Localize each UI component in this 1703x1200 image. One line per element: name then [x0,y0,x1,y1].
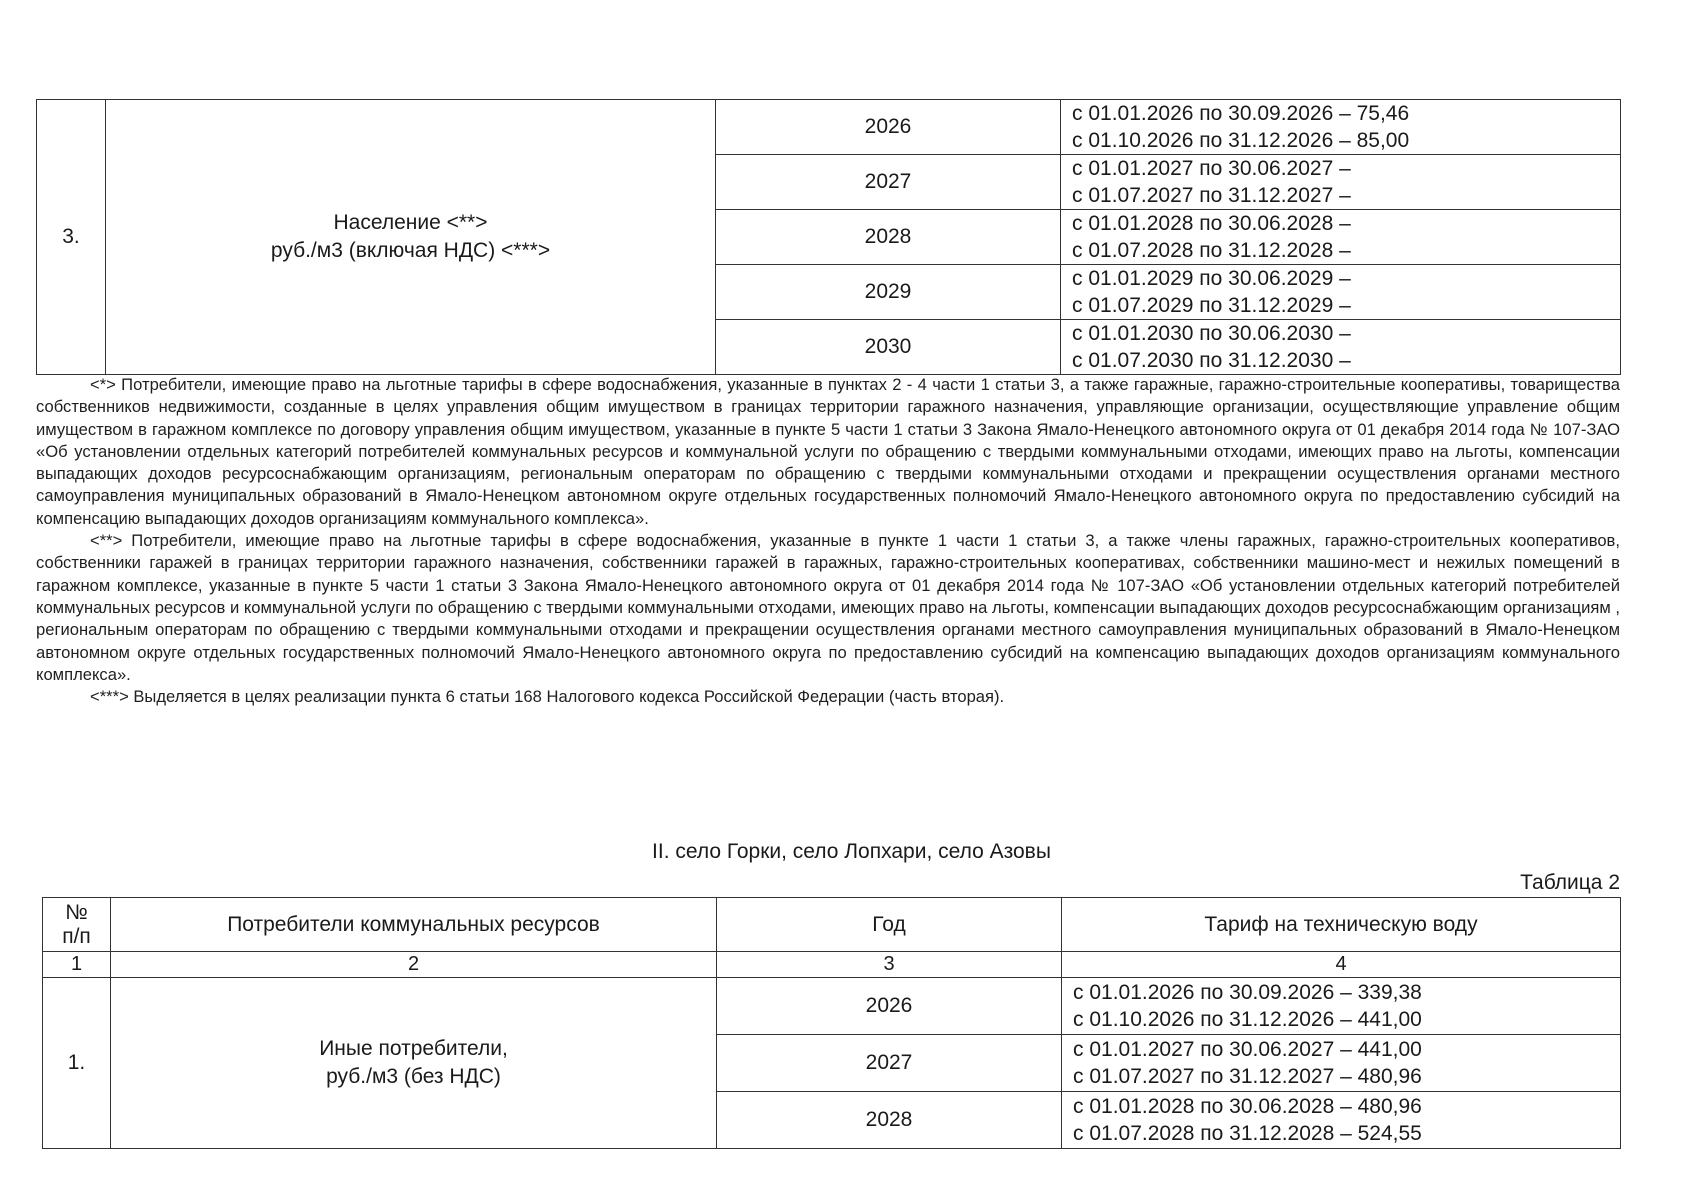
consumer-name: Иные потребители, [319,1037,508,1060]
year-cell: 2026 [716,100,1061,155]
table-header-row [43,898,1621,952]
row-number-cell: 3. [37,100,106,375]
tariff-cell [1061,320,1621,375]
header-year: Год [717,898,1062,952]
tariff-period: с 01.07.2028 по 31.12.2028 – [1072,239,1351,262]
tariff-cell [1062,1035,1621,1092]
consumer-cell [106,100,716,375]
tariff-cell [1061,155,1621,210]
tariff-table-1 [36,99,1621,375]
consumer-name: Население <**> [333,211,488,234]
tariff-period: с 01.01.2030 по 30.06.2030 – [1072,322,1351,345]
column-number: 1 [43,952,111,978]
tariff-period: с 01.01.2028 по 30.06.2028 – [1072,212,1351,235]
column-number: 4 [1062,952,1621,978]
year-cell: 2028 [716,210,1061,265]
tariff-period: с 01.01.2026 по 30.09.2026 – 75,46 [1072,102,1410,125]
column-number: 2 [111,952,717,978]
year-cell: 2028 [717,1092,1062,1149]
tariff-period: с 01.01.2027 по 30.06.2027 – [1072,157,1351,180]
consumer-unit: руб./м3 (без НДС) [326,1065,501,1088]
column-number: 3 [717,952,1062,978]
table-row [43,978,1621,1035]
tariff-period: с 01.01.2026 по 30.09.2026 – 339,38 [1073,981,1422,1004]
tariff-period: с 01.07.2027 по 31.12.2027 – [1072,184,1351,207]
footnote-3: <***> Выделяется в целях реализации пункта 6 статьи 168 Налогового кодекса Российской Федерации (часть вторая). [90,687,1005,707]
tariff-period: с 01.07.2029 по 31.12.2029 – [1072,294,1351,317]
tariff-period: с 01.10.2026 по 31.12.2026 – 441,00 [1073,1008,1422,1031]
row-number-cell: 1. [43,978,111,1149]
footnotes [36,374,1620,708]
year-cell: 2027 [716,155,1061,210]
tariff-period: с 01.10.2026 по 31.12.2026 – 85,00 [1072,129,1410,152]
year-cell: 2026 [717,978,1062,1035]
header-tariff: Тариф на техническую воду [1062,898,1621,952]
consumer-unit: руб./м3 (включая НДС) <***> [270,239,551,262]
header-number-symbol: № [65,900,88,924]
tariff-cell [1061,210,1621,265]
tariff-cell [1061,265,1621,320]
table-row [37,100,1621,155]
tariff-period: с 01.01.2029 по 30.06.2029 – [1072,267,1351,290]
column-number-row [43,952,1621,978]
year-cell: 2030 [716,320,1061,375]
tariff-cell [1062,1092,1621,1149]
section-title: II. село Горки, село Лопхари, село Азовы [652,840,1051,863]
tariff-table-2 [42,897,1621,1149]
year-cell: 2027 [717,1035,1062,1092]
table-label: Таблица 2 [1520,871,1620,894]
tariff-period: с 01.07.2028 по 31.12.2028 – 524,55 [1073,1122,1422,1145]
header-number-cell [43,898,111,952]
tariff-period: с 01.01.2028 по 30.06.2028 – 480,96 [1073,1095,1422,1118]
tariff-period: с 01.01.2027 по 30.06.2027 – 441,00 [1073,1038,1422,1061]
tariff-period: с 01.07.2030 по 31.12.2030 – [1072,349,1351,372]
tariff-cell [1061,100,1621,155]
tariff-period: с 01.07.2027 по 31.12.2027 – 480,96 [1073,1065,1422,1088]
header-number-abbr: п/п [62,924,91,948]
year-cell: 2029 [716,265,1061,320]
header-consumers: Потребители коммунальных ресурсов [111,898,717,952]
footnote-1: <*> Потребители, имеющие право на льготные тарифы в сфере водоснабжения, указанные в пунктах 2 - 4 части 1 статьи 3, а также гаражные, гаражно-строительные кооперативы, товарищества собственников недвижимости, созданные в целях управления общим имуществом в границах территории гаражного назначения, управляющие организации, осуществляющие управление общим имуществом в гаражном комплексе по договору управления общим имуществом, указанные в пункте 5 части 1 статьи 3 Закона Ямало-Ненецкого автономного округа от 01 декабря 2014 года № 107-ЗАО «Об установлении отдельных категорий потребителей коммунальных ресурсов и коммунальной услуги по обращению с твердыми коммунальными отходами, имеющих право на льготы, компенсации выпадающих доходов ресурсоснабжающим организациям, региональным операторам по обращению с твердыми коммунальными отходами и прекращении осуществления органами местного самоуправления муниципальных образований в Ямало-Ненецком автономном округе отдельных государственных полномочий Ямало-Ненецкого автономного округа по предоставлению субсидий на компенсацию выпадающих доходов организациям коммунального комплекса». [36,375,1620,528]
footnote-2: <**> Потребители, имеющие право на льготные тарифы в сфере водоснабжения, указанные в пункте 1 части 1 статьи 3, а также члены гаражных, гаражно-строительных кооперативов, собственники гаражей в границах территории гаражного назначения, собственники гаражей в гаражных, гаражно-строительных кооперативах, собственники машино-мест и нежилых помещений в гаражном комплексе, указанные в пункте 5 части 1 статьи 3 Закона Ямало-Ненецкого автономного округа от 01 декабря 2014 года № 107-ЗАО «Об установлении отдельных категорий потребителей коммунальных ресурсов и коммунальной услуги по обращению с твердыми коммунальными отходами, имеющих право на льготы, компенсации выпадающих доходов ресурсоснабжающим организациям , региональным операторам по обращению с твердыми коммунальными отходами и прекращении осуществления органами местного самоуправления муниципальных образований в Ямало-Ненецком автономном округе отдельных государственных полномочий Ямало-Ненецкого автономного округа по предоставлению субсидий на компенсацию выпадающих доходов организациям коммунального комплекса». [36,531,1620,684]
tariff-cell [1062,978,1621,1035]
consumer-cell [111,978,717,1149]
